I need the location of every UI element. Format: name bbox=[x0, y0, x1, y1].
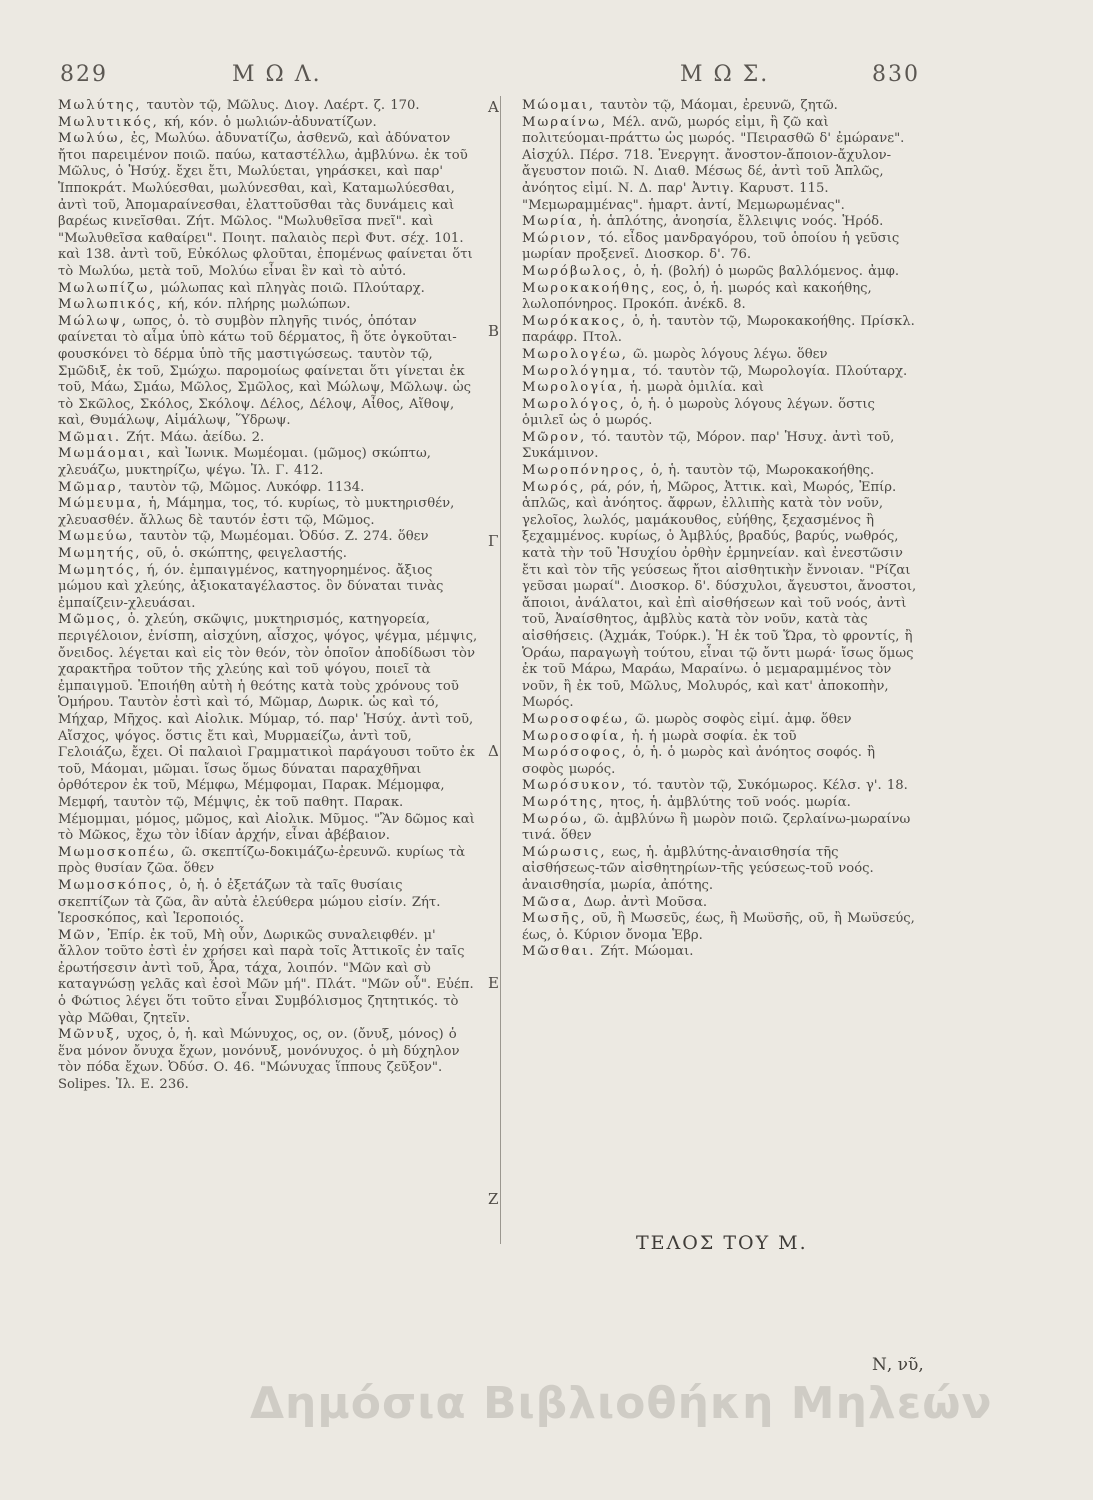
left-page-number: 829 bbox=[60, 62, 108, 87]
entry-definition: υχος, ὁ, ἡ. καὶ Μώνυχος, ος, ον. (ὄνυξ, μόνος) ὁ ἕνα μόνον ὄνυχα ἔχων, μονόνυξ, μονόνυχος. ὁ μὴ δύχηλον τὸν πόδα ἔχων. Ὀδύσ. Ο. 46. "Μώνυχας ἵππους ζεῦξον". Solipes. Ἰλ. Ε. 236. bbox=[58, 1027, 460, 1093]
entry-headword: Μωρόβωλος, bbox=[522, 263, 629, 279]
dictionary-entry bbox=[58, 612, 478, 844]
entry-headword: Μῶμος, bbox=[58, 612, 123, 628]
dictionary-entry bbox=[58, 546, 478, 563]
entry-definition: ητος, ἡ. ἀμβλύτης τοῦ νοός. μωρία. bbox=[609, 794, 851, 810]
entry-headword: Μωμοσκοπέω, bbox=[58, 844, 177, 860]
entry-definition: Δωρ. ἀντὶ Μοῦσα. bbox=[583, 894, 708, 910]
entry-headword: Μωλύτης, bbox=[58, 98, 142, 113]
right-page-number: 830 bbox=[872, 62, 920, 87]
section-letter-alpha: Α bbox=[488, 98, 499, 116]
entry-headword: Μωρολογία, bbox=[522, 380, 625, 396]
entry-definition: εως, ἡ. ἀμβλύτης-ἀναισθησία τῆς αἰσθήσεως-τῶν αἰσθητηρίων-τῆς γεύσεως-τοῦ νοός. ἀναισθησία, μωρία, ἀπότης. bbox=[522, 844, 874, 893]
entry-headword: Μωλωπίζω, bbox=[58, 280, 156, 296]
entry-headword: Μωρόσοφος, bbox=[522, 745, 628, 761]
entry-definition: ῶ. μωρὸς σοφὸς εἰμί. ἀμφ. ὅθεν bbox=[635, 711, 852, 727]
entry-definition: ὁ, ἡ. (βολή) ὁ μωρῶς βαλλόμενος. ἀμφ. bbox=[633, 263, 900, 279]
entry-headword: Μωροπόνηρος, bbox=[522, 463, 646, 479]
dictionary-entry bbox=[58, 529, 478, 546]
end-title: ΤΕΛΟΣ ΤΟΥ Μ. bbox=[636, 1232, 808, 1254]
entry-definition: ἡ. ἁπλότης, ἀνοησία, ἔλλειψις νοός. Ἡρόδ. bbox=[589, 214, 884, 230]
dictionary-entry bbox=[58, 314, 478, 430]
entry-headword: Μώμευμα, bbox=[58, 496, 144, 512]
entry-headword: Μωμοσκόπος, bbox=[58, 877, 175, 893]
dictionary-entry bbox=[58, 845, 478, 878]
section-letter-gamma: Γ bbox=[488, 532, 499, 550]
entry-headword: Μωρόκακος, bbox=[522, 313, 627, 329]
dictionary-entry bbox=[522, 845, 920, 895]
dictionary-entry bbox=[58, 281, 478, 298]
entry-headword: Μωμάομαι, bbox=[58, 446, 153, 462]
entry-definition: τό. ταυτὸν τῷ, Συκόμωρος. Κέλσ. γ'. 18. bbox=[632, 778, 908, 794]
entry-headword: Μωροσοφέω, bbox=[522, 711, 630, 727]
entry-definition: εος, ὁ, ἡ. μωρός καὶ κακοήθης, λωλοπόνηρος. Προκόπ. ἀνέκδ. 8. bbox=[522, 280, 872, 313]
right-column bbox=[522, 98, 920, 961]
column-divider bbox=[500, 96, 501, 1244]
dictionary-entry bbox=[522, 463, 920, 480]
dictionary-entry bbox=[522, 281, 920, 314]
entry-headword: Μωρολογέω, bbox=[522, 346, 628, 362]
dictionary-entry bbox=[58, 1027, 478, 1093]
dictionary-entry bbox=[522, 712, 920, 729]
entry-headword: Μωρός, bbox=[522, 479, 586, 495]
entry-headword: Μῶμαρ, bbox=[58, 479, 124, 495]
section-letter-delta: Δ bbox=[488, 742, 499, 760]
dictionary-entry bbox=[522, 812, 920, 845]
entry-definition: ή, όν. ἐμπαιγμένος, κατηγορημένος. ἄξιος μώμου καὶ χλεύης, ἀξιοκαταγέλαστος. ὃν δύναται τινὰς ἐμπαίζειν-χλευάσαι. bbox=[58, 562, 444, 611]
entry-definition: ἡ. μωρὰ ὁμιλία. καὶ bbox=[629, 380, 764, 396]
entry-definition: ρά, ρόν, ἡ, Μῶρος, Ἀττικ. καὶ, Μωρός, Ἐπίρ. ἁπλῶς, καὶ ἀνόητος. ἄφρων, ἐλλιπὴς κατὰ τὸν νοῦν, γελοῖος, λωλός, μαμάκουθος, εὐήθης, ξεχασμένος ἢ ξεχαμμένος. κυρίως, ὁ Ἀμβλύς, βραδύς, βαρύς, νωθρός, κατὰ τὴν τοῦ Ἡσυχίου ὀρθὴν ἑρμηνείαν. καὶ ἐνεστῶσιν ἔτι καὶ τὸν τῆς γεύσεως ἤτοι αἰσθητικὴν ἔννοιαν. "Ρίζαι γεῦσαι μωραί". Διοσκορ. δ'. δύσχυλοι, ἄγευστοι, ἄνοστοι, ἄποιοι, ἀνάλατοι, καὶ ἐπὶ αἰσθήσεων καὶ τοῦ νοός, ἀντὶ τοῦ, Ἀναίσθητος, ἀμβλὺς κατὰ τὸν νοῦν, κατὰ τὰς αἰσθήσεις. (Ἀχμάκ, Τούρκ.). Ἡ ἐκ τοῦ Ὥρα, τὸ φροντίς, ἢ Ὁράω, παραγωγὴ τούτου, εἶναι τῷ ὄντι μωρά· ἴσως ὅμως ἐκ τοῦ Μάρω, Μαράω, Μαραίνω. ὁ μεμαραμμένος τὸν νοῦν, ἢ ἐκ τοῦ, Μῶλυς, Μολυρός, καὶ κατ' ἀποκοπὴν, Μωρός. bbox=[522, 479, 917, 711]
entry-definition: ταυτὸν τῷ, Μῶμος. Λυκόφρ. 1134. bbox=[128, 479, 365, 495]
entry-headword: Μωραίνω, bbox=[522, 114, 608, 130]
dictionary-entry bbox=[522, 795, 920, 812]
entry-headword: Μωμεύω, bbox=[58, 529, 135, 545]
dictionary-entry bbox=[58, 297, 478, 314]
entry-headword: Μωρολόγος, bbox=[522, 396, 626, 412]
section-letter-zeta: Ζ bbox=[488, 1190, 499, 1208]
entry-headword: Μῶσθαι. bbox=[522, 944, 596, 960]
dictionary-entry bbox=[58, 98, 478, 115]
left-column bbox=[58, 98, 478, 1094]
dictionary-entry bbox=[522, 115, 920, 215]
dictionary-entry bbox=[522, 98, 920, 115]
entry-definition: ἡ, Μάμημα, τος, τό. κυρίως, τὸ μυκτηρισθέν, χλευασθέν. ἄλλως δὲ ταυτόν ἐστι τῷ, Μῶμος. bbox=[58, 496, 455, 528]
entry-definition: κή, κόν. ὁ μωλιών-ἀδυνατίζων. bbox=[164, 114, 377, 130]
entry-headword: Μωλυτικός, bbox=[58, 114, 159, 130]
entry-definition: ῶ. ἀμβλύνω ἢ μωρὸν ποιῶ. ζερλαίνω-μωραίνω τινά. ὅθεν bbox=[522, 811, 911, 844]
entry-headword: Μωμητός, bbox=[58, 562, 142, 578]
dictionary-entry bbox=[522, 778, 920, 795]
dictionary-entry bbox=[522, 480, 920, 712]
entry-headword: Μῶρον, bbox=[522, 429, 587, 445]
entry-definition: οῦ, ὁ. σκώπτης, φειγελαστής. bbox=[146, 546, 348, 562]
entry-headword: Μωρία, bbox=[522, 214, 585, 230]
entry-definition: ταυτὸν τῷ, Μωμέομαι. Ὀδύσ. Ζ. 274. ὅθεν bbox=[139, 529, 429, 545]
dictionary-entry bbox=[58, 563, 478, 613]
entry-definition: οῦ, ἢ Μωσεῦς, έως, ἢ Μωϋσῆς, οῦ, ἢ Μωϋσεύς, έως, ὁ. Κύριον ὄνομα Ἑβρ. bbox=[522, 911, 915, 943]
dictionary-entry bbox=[522, 264, 920, 281]
entry-headword: Μωρολόγημα, bbox=[522, 363, 638, 379]
entry-definition: καὶ Ἰωνικ. Μωμέομαι. (μῶμος) σκώπτω, χλευάζω, μυκτηρίζω, ψέγω. Ἰλ. Γ. 412. bbox=[58, 446, 431, 479]
dictionary-entry bbox=[58, 496, 478, 529]
entry-definition: ὁ, ἡ. ταυτὸν τῷ, Μωροκακοήθης. bbox=[650, 463, 875, 479]
dictionary-entry bbox=[58, 430, 478, 447]
entry-definition: ῶ. μωρὸς λόγους λέγω. ὅθεν bbox=[633, 346, 828, 362]
dictionary-entry bbox=[522, 364, 920, 381]
entry-definition: Ζήτ. Μάω. ἀείδω. 2. bbox=[126, 429, 265, 445]
entry-definition: Ζήτ. Μώομαι. bbox=[600, 944, 694, 960]
entry-definition: Μέλ. ανῶ, μωρός εἰμι, ἢ ζῶ καὶ πολιτεύομαι-πράττω ὡς μωρός. "Πειρασθῶ δ' ἐμώρανε". Αἰσχύλ. Πέρσ. 718. Ἐνεργητ. ἄνοστον-ἄποιον-ἄχυλον-ἄγευστον ποιῶ. Ν. Διαθ. Μέσως δέ, ἀντὶ τοῦ Ἀπλῶς, ἀνόητος εἰμί. Ν. Δ. παρ' Ἀντιγ. Καρυστ. 115. "Μεμωραμμένας". ἡμαρτ. ἀντί, Μεμωρωμένας". bbox=[522, 114, 905, 213]
entry-definition: μώλωπας καὶ πληγὰς ποιῶ. Πλούταρχ. bbox=[160, 280, 425, 296]
entry-definition: ὁ, ἡ. ὁ μωρὸς καὶ ἀνόητος σοφός. ἢ σοφὸς μωρός. bbox=[522, 745, 876, 777]
dictionary-entry bbox=[522, 231, 920, 264]
right-running-title: Μ Ω Σ. bbox=[680, 62, 770, 87]
entry-definition: τό. ταυτὸν τῷ, Μόρον. παρ' Ἡσυχ. ἀντὶ τοῦ, Συκάμινον. bbox=[522, 429, 895, 462]
section-letter-beta: Β bbox=[488, 322, 500, 340]
entry-headword: Μώλωψ, bbox=[58, 313, 128, 329]
entry-headword: Μωρόω, bbox=[522, 811, 589, 827]
entry-definition: τό. εἶδος μανδραγόρου, τοῦ ὁποίου ἡ γεῦσις μωρίαν προξενεῖ. Διοσκορ. δ'. 76. bbox=[522, 230, 900, 263]
dictionary-entry bbox=[522, 745, 920, 778]
section-letter-epsilon: Ε bbox=[488, 974, 499, 992]
dictionary-entry bbox=[522, 895, 920, 912]
entry-definition: τό. ταυτὸν τῷ, Μωρολογία. Πλούταρχ. bbox=[642, 363, 908, 379]
entry-headword: Μώρωσις, bbox=[522, 844, 607, 860]
entry-headword: Μωλωπικός, bbox=[58, 297, 163, 313]
entry-definition: Ἐπίρ. ἐκ τοῦ, Μὴ οὖν, Δωρικῶς συναλειφθέν. μ' ἄλλον τοῦτο ἐστὶ ἐν χρήσει καὶ παρὰ τοῖς Ἀττικοῖς ἐν ταῖς ἐρωτήσεσιν ἀντὶ τοῦ, Ἆρα, τάχα, λοιπόν. "Μῶν καὶ σὺ καταγνώσῃ γελᾶς καὶ ἐσοὶ Μῶν μή". Πλάτ. "Μῶν οὖ". Εὐέπ. ὁ Φώτιος λέγει ὅτι τοῦτο εἶναι Συμβόλισμος ζητητικός. τὸ γὰρ Μῶθαι, ζητεῖν. bbox=[58, 927, 474, 1026]
entry-definition: ταυτὸν τῷ, Μῶλυς. Διογ. Λαέρτ. ζ. 170. bbox=[146, 98, 420, 113]
library-watermark: Δημόσια Βιβλιοθήκη Μηλεών bbox=[250, 1378, 993, 1429]
entry-definition: ταυτὸν τῷ, Μάομαι, ἐρευνῶ, ζητῶ. bbox=[600, 98, 838, 113]
entry-headword: Μώομαι, bbox=[522, 98, 596, 113]
catchword: Ν, νῦ, bbox=[872, 1355, 924, 1375]
entry-definition: ῶ. σκεπτίζω-δοκιμάζω-ἐρευνῶ. κυρίως τὰ πρὸς θυσίαν ζῶα. ὅθεν bbox=[58, 844, 465, 877]
entry-headword: Μωσῆς, bbox=[522, 911, 587, 927]
entry-definition: ὁ. χλεύη, σκῶψις, μυκτηρισμός, κατηγορεία, περιγέλοιον, ἐνίσπη, αἰσχύνη, αἶσχος, ψόγος, ψέγμα, μέμψις, ὄνειδος. λέγεται καὶ εἰς τὸν θεόν, τὸν ὁποῖον ἀποδίδωσι τὸν χαρακτῆρα τοῦτον τῆς χλεύης καὶ τοῦ ψόγου, ποιεῖ τὰ ἐμπαιγμοῦ. Ἐποιήθη αὐτὴ ἡ θεότης κατὰ τοὺς χρόνους τοῦ Ὁμήρου. Ταυτὸν ἐστὶ καὶ τό, Μῶμαρ, Δωρικ. ὡς καὶ τό, Μήχαρ, Μῆχος. καὶ Αἰολικ. Μύμαρ, τό. παρ' Ἡσύχ. ἀντὶ τοῦ, Αἴσχος, ψόγος. ὅστις ἔτι καὶ, Μυρμαείζω, ἀντὶ τοῦ, Γελοιάζω, ἔχει. Οἱ παλαιοὶ Γραμματικοὶ παράγουσι τοῦτο ἐκ τοῦ, Μάομαι, μῶμαι. ἴσως ὅμως δύναται παραχθῆναι ὀρθότερον ἐκ τοῦ, Μέμφω, Μέμφομαι, Παρακ. Μέμομφα, Μεμφή, ταυτὸν τῷ, Μέμψις, ἐκ τοῦ παθητ. Παρακ. Μέμομμαι, μόμος, μῶμος, καὶ Αἰολικ. Μῦμος. "Ἂν δῶμος καὶ τὸ Μῶκος, ἔχω τὸν ἰδίαν ἀρχήν, εἶναι ἀβέβαιον. bbox=[58, 612, 478, 844]
entry-headword: Μῶν, bbox=[58, 927, 103, 943]
entry-definition: ὁ, ἡ. ταυτὸν τῷ, Μωροκακοήθης. Πρίσκλ. παράφρ. Πτολ. bbox=[522, 313, 915, 346]
entry-headword: Μωροκακοήθης, bbox=[522, 280, 657, 296]
dictionary-entry bbox=[522, 430, 920, 463]
dictionary-entry bbox=[522, 911, 920, 944]
dictionary-entry bbox=[522, 380, 920, 397]
dictionary-entry bbox=[522, 397, 920, 430]
entry-headword: Μώριον, bbox=[522, 230, 594, 246]
entry-definition: ὁ, ἡ. ὁ μωροὺς λόγους λέγων. ὅστις ὁμιλεῖ ὡς ὁ μωρός. bbox=[522, 396, 875, 429]
entry-definition: ἐς, Μωλύω. ἀδυνατίζω, ἀσθενῶ, καὶ ἀδύνατον ἤτοι παρειμένον ποιῶ. παύω, καταστέλλω, ἀμβλύνω. ἐκ τοῦ Μῶλυς, ὁ Ἡσύχ. ἔχει ἔτι, Μωλύεται, γηράσκει, καὶ παρ' Ἱπποκράτ. Μωλύεσθαι, μωλύνεσθαι, καὶ, Καταμωλύεσθαι, ἀντὶ τοῦ, Ἀπομαραίνεσθαι, ἐλαττοῦσθαι τὰς δυνάμεις καὶ βαρέως κινεῖσθαι. Ζήτ. Μῶλος. "Μωλυθεῖσα πνεῖ". καὶ "Μωλυθεῖσα καθαίρει". Ποιητ. παλαιὸς περὶ Φυτ. σέχ. 101. καὶ 138. ἀντὶ τοῦ, Εὐκόλως φλοῦται, ἐπομένως φαίνεται ὅτι τὸ Μωλύω, μετὰ τοῦ, Μολύω εἶναι ἓν καὶ τὸ αὐτό. bbox=[58, 131, 473, 279]
entry-definition: ἡ. ἡ μωρὰ σοφία. ἐκ τοῦ bbox=[631, 728, 797, 744]
dictionary-entry bbox=[58, 446, 478, 479]
dictionary-entry bbox=[522, 314, 920, 347]
dictionary-entry bbox=[58, 928, 478, 1028]
dictionary-entry bbox=[58, 131, 478, 280]
entry-headword: Μωροσοφία, bbox=[522, 728, 627, 744]
left-running-title: Μ Ω Λ. bbox=[232, 62, 322, 87]
entry-headword: Μῶμαι. bbox=[58, 429, 122, 445]
dictionary-entry bbox=[522, 214, 920, 231]
dictionary-entry bbox=[522, 347, 920, 364]
entry-definition: ὁ, ἡ. ὁ ἐξετάζων τὰ ταῖς θυσίαις σκεπτίζων τὰ ζῶα, ἂν αὐτὰ ἐλεύθερα μώμου εἰσίν. Ζήτ. Ἱεροσκόπος, καὶ Ἱεροποιός. bbox=[58, 877, 441, 927]
entry-headword: Μωμητής, bbox=[58, 546, 142, 562]
dictionary-entry bbox=[522, 729, 920, 746]
entry-headword: Μῶνυξ, bbox=[58, 1027, 122, 1043]
dictionary-entry bbox=[58, 878, 478, 928]
entry-headword: Μῶσα, bbox=[522, 894, 579, 910]
entry-headword: Μωρόσυκον, bbox=[522, 778, 628, 794]
entry-headword: Μωρότης, bbox=[522, 794, 605, 810]
dictionary-entry bbox=[522, 944, 920, 961]
entry-headword: Μωλύω, bbox=[58, 131, 126, 147]
dictionary-entry bbox=[58, 480, 478, 497]
entry-definition: ωπος, ὁ. τὸ συμβὸν πληγῆς τινός, ὁπόταν φαίνεται τὸ αἷμα ὑπὸ κάτω τοῦ δέρματος, ἢ ὅτε ὀγκοῦται-φουσκόνει τὸ δέρμα ὑπὸ τῆς μαστιγώσεως. ταυτὸν τῷ, Σμῶδιξ, ἐκ τοῦ, Σμώχω. παρομοίως φαίνεται ὅτι γίνεται ἐκ τοῦ, Μάω, Σμάω, Μῶλος, Σμῶλος, καὶ Μώλωψ, Μῶλωψ. ὡς τὸ Σκῶλος, Σκόλος, Σκόλοψ. Δέλος, Δέλοψ, Αἶθος, Αἴθοψ, καὶ, Θυμάλωψ, Αἱμάλωψ, Ὕδρωψ. bbox=[58, 313, 471, 429]
dictionary-entry bbox=[58, 115, 478, 132]
entry-definition: κή, κόν. πλήρης μωλώπων. bbox=[168, 297, 351, 313]
